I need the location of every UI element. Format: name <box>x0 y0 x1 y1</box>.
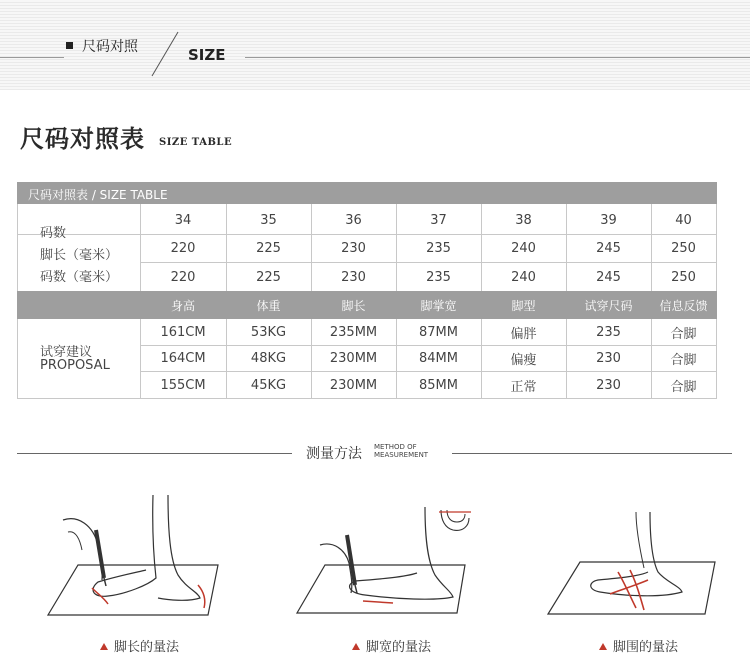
proposal-cell: 合脚 <box>670 353 697 368</box>
proposal-cell: 合脚 <box>670 326 697 342</box>
proposal-cell: 235MM <box>329 324 378 340</box>
size-cell: 36 <box>345 212 362 228</box>
proposal-cell: 230MM <box>329 377 378 393</box>
proposal-cell: 84MM <box>419 351 458 366</box>
method-rule-right <box>452 453 732 454</box>
proposal-cell: 164CM <box>160 351 206 366</box>
triangle-marker-icon <box>599 643 607 650</box>
method-title-cn: 测量方法 <box>306 446 362 462</box>
method-title-en-line1: METHOD OF <box>374 443 417 451</box>
proposal-header: 体重 <box>256 298 281 313</box>
banner-slash-divider <box>150 30 180 84</box>
method-rule-left <box>17 453 292 454</box>
size-mm-cell: 250 <box>671 269 696 285</box>
foot-length-cell: 230 <box>341 241 366 256</box>
caption-foot-circumference-text: 脚围的量法 <box>613 640 679 655</box>
size-mm-cell: 220 <box>170 269 196 285</box>
size-cell: 38 <box>515 212 532 228</box>
banner-title-cn: 尺码对照 <box>82 39 138 55</box>
proposal-cell: 偏胖 <box>510 326 537 342</box>
banner-title-en: SIZE <box>188 46 226 64</box>
foot-length-cell: 235 <box>426 241 451 256</box>
proposal-cell: 161CM <box>160 324 206 340</box>
size-mm-cell: 225 <box>256 269 281 285</box>
row-label-foot-length: 脚长（毫米） <box>40 248 119 263</box>
proposal-cell: 85MM <box>419 377 458 393</box>
proposal-cell: 155CM <box>160 377 206 393</box>
size-cell: 37 <box>430 212 447 228</box>
foot-length-illustration <box>38 490 248 625</box>
foot-length-cell: 220 <box>170 241 196 256</box>
banner-rule-left <box>0 57 64 58</box>
proposal-header: 脚长 <box>341 298 366 313</box>
proposal-cell: 230 <box>596 351 621 366</box>
proposal-cell: 230MM <box>329 351 378 366</box>
proposal-header: 信息反馈 <box>659 298 708 313</box>
foot-circumference-illustration <box>540 510 740 622</box>
foot-length-cell: 250 <box>671 241 696 256</box>
size-mm-cell: 240 <box>511 269 536 285</box>
table-caption: 尺码对照表 / SIZE TABLE <box>28 188 168 202</box>
caption-foot-width <box>352 636 431 655</box>
foot-length-cell: 240 <box>511 241 536 256</box>
proposal-cell: 235 <box>596 324 621 340</box>
proposal-header: 脚掌宽 <box>420 298 457 313</box>
toe-detail-icon <box>437 506 473 536</box>
size-cell: 40 <box>675 212 692 228</box>
proposal-cell: 48KG <box>250 351 287 366</box>
proposal-label-en: PROPOSAL <box>40 358 110 373</box>
caption-foot-width-text: 脚宽的量法 <box>366 640 432 655</box>
row-label-size-mm: 码数（毫米） <box>40 270 119 285</box>
table-caption-bar <box>17 182 717 204</box>
caption-foot-circumference <box>599 636 678 655</box>
proposal-cell: 合脚 <box>670 379 697 395</box>
banner-bullet-icon <box>66 42 73 49</box>
proposal-cell: 87MM <box>419 324 458 340</box>
method-title-en <box>374 443 428 459</box>
size-cell: 35 <box>260 212 277 228</box>
proposal-header: 脚型 <box>511 298 536 313</box>
page-title-en: SIZE TABLE <box>159 137 233 148</box>
size-mm-cell: 245 <box>596 269 621 285</box>
method-title-en-line2: MEASUREMENT <box>374 451 429 459</box>
size-mm-cell: 235 <box>426 269 451 285</box>
caption-foot-length <box>100 636 179 655</box>
proposal-header: 身高 <box>170 298 195 313</box>
proposal-cell: 53KG <box>250 324 287 340</box>
proposal-label-cn: 试穿建议 <box>40 345 93 360</box>
triangle-marker-icon <box>352 643 360 650</box>
size-cell: 39 <box>600 212 617 228</box>
foot-length-cell: 245 <box>596 241 621 256</box>
proposal-cell: 230 <box>596 377 621 393</box>
caption-foot-length-text: 脚长的量法 <box>114 640 180 655</box>
size-mm-cell: 230 <box>341 269 366 285</box>
foot-length-cell: 225 <box>256 241 281 256</box>
proposal-cell: 偏瘦 <box>510 353 537 368</box>
row-label-size: 码数 <box>40 226 67 241</box>
proposal-cell: 45KG <box>250 377 287 393</box>
proposal-header: 试穿尺码 <box>584 298 633 313</box>
triangle-marker-icon <box>100 643 108 650</box>
size-cell: 34 <box>174 212 192 228</box>
proposal-cell: 正常 <box>510 379 537 395</box>
banner-rule-right <box>245 57 750 58</box>
grid-line <box>17 398 717 399</box>
page-title-cn: 尺码对照表 <box>20 124 145 153</box>
